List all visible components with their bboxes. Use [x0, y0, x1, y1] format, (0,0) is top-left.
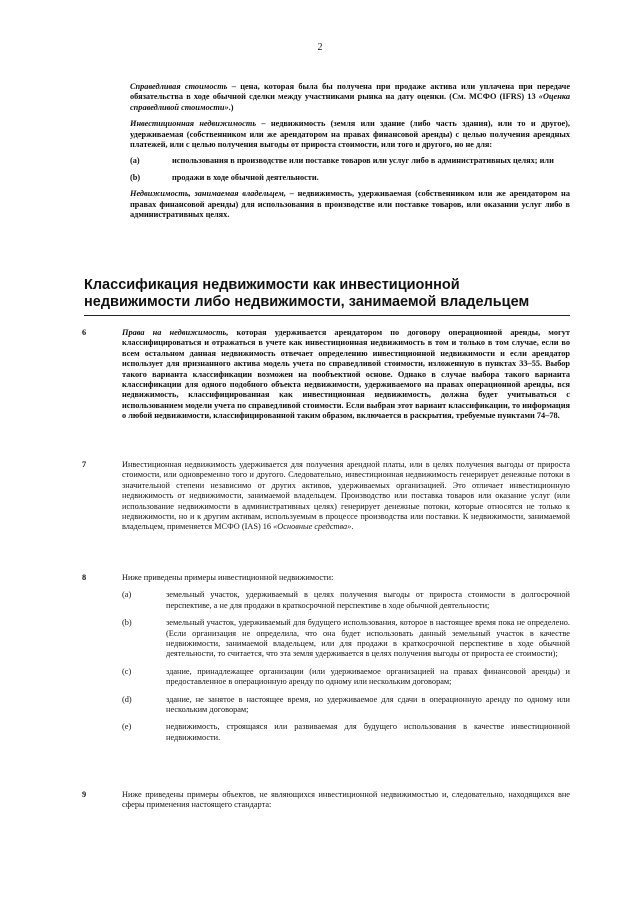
paragraph-number: 6: [82, 328, 87, 337]
paragraph-9: [82, 790, 570, 811]
list-text: здание, не занятое в настоящее время, но удерживаемое для сдачи в операционную аренду по одному или нескольким договорам;: [166, 694, 570, 715]
paragraph-8: [82, 573, 570, 743]
paragraph-number: 7: [82, 460, 87, 469]
paragraph-text: Инвестиционная недвижимость удерживается для получения арендной платы, или в целях получения выгоды от прироста стоимости, или одновременно того и другого. Следовательно, инвестиционная недвижимость генерирует денежные потоки в значительной степени независимо от других активов, удерживаемых организацией. Это отличает инвестиционную недвижимость от недвижимости, занимаемой владельцем. Производство или поставка товаров или оказание услуг (или использование недвижимости в административных целях) генерирует денежные потоки, которые относятся не только к недвижимости, но и к другим активам, используемым в процессе производства или поставки. К недвижимости, занимаемой владельцем, применяется МСФО (IAS) 16: [122, 460, 570, 532]
term-fair-value: Справедливая стоимость: [130, 82, 228, 91]
definitions-block: [130, 82, 570, 226]
definition-investment-property: [130, 119, 570, 150]
list-item: [122, 722, 570, 743]
list-item: [122, 667, 570, 688]
list-text: недвижимость, строящаяся или развиваемая для будущего использования в качестве инвестиционной недвижимости.: [166, 722, 570, 742]
definition-owner-occupied: [130, 189, 570, 220]
list-text: здание, принадлежащее организации (или удерживаемое организацией на правах финансовой аренды) и предоставленное в операционную аренду по одному или нескольким договорам;: [166, 666, 570, 687]
definition-text: – цена, которая была бы получена при продаже актива или уплачена при передаче обязательства в ходе обычной сделки между участниками рынка на дату оценки. (См. МСФО (IFRS) 13: [130, 82, 571, 102]
list-item: [122, 695, 570, 716]
paragraph-body: Инвестиционная недвижимость удерживается для получения арендной платы, или в целях получения выгоды от прироста стоимости, или одновременно того и другого. Следовательно, инвестиционная недвижимость генерирует денежные потоки в значительной степени независимо от других активов, удерживаемых организацией. Это отличает инвестиционную недвижимость от недвижимости, занимаемой владельцем. Производство или поставка товаров или оказание услуг (или использование недвижимости в административных целях) генерирует денежные потоки, которые относятся не только к недвижимости, но и к другим активам, используемым в процессе производства или поставки. К недвижимости, занимаемой владельцем, применяется МСФО (IAS) 16 «Основные средства».: [122, 460, 570, 532]
list-item: [122, 618, 570, 660]
term-investment-property: Инвестиционная недвижимость: [130, 119, 257, 129]
definition-fair-value: Справедливая стоимость – цена, которая была бы получена при продаже актива или уплачена при передаче обязательства в ходе обычной сделки между участниками рынка на дату оценки. (См. МСФО (IFRS) 13 «Оценка справедливой стоимости».): [130, 82, 571, 112]
paragraph-body: Ниже приведены примеры объектов, не являющихся инвестиционной недвижимостью и, следовательно, находящихся вне сферы применения настоящего стандарта:: [122, 790, 570, 810]
list-text: земельный участок, удерживаемый в целях получения выгоды от прироста стоимости в долгосрочной перспективе, а не для продажи в краткосрочной перспективе в ходе обычной деятельности;: [166, 590, 570, 610]
standard-reference: «Оценка справедливой стоимости»: [130, 92, 570, 112]
list-item: [130, 173, 570, 183]
list-label: (b): [130, 172, 141, 182]
list-text: земельный участок, удерживаемый для будущего использования, которое в настоящее время пока не определено. (Если организация не определила, что она будет использовать данный земельный участок в качестве недвижимости, занимаемой владельцем, или для продажи в краткосрочной перспективе в ходе обычной деятельности, то считается, что эта земля удерживается в целях получения выгоды от прироста ее стоимости);: [166, 618, 570, 659]
list-text: использования в производстве или поставке товаров или услуг либо в административных целях; или: [172, 156, 554, 166]
definition-text: – недвижимость, удерживаемая (собственником или же арендатором на правах финансовой аренды) для использования в производстве или поставке товаров, или оказании услуг либо в административных целях.: [130, 189, 570, 220]
list-label: (c): [122, 666, 132, 676]
list-label: (d): [122, 694, 132, 704]
paragraph-number: 9: [82, 790, 87, 799]
definition-text: – недвижимость (земля или здание (либо часть здания), или то и другое), удерживаемая (собственником или же арендатором на правах финансовой аренды) с целью получения арендных платежей, или с целью получения выгоды от прироста стоимости, или того и другого, но не для:: [130, 119, 570, 150]
standard-reference: «Основные средства»: [273, 522, 352, 532]
list-item: [130, 156, 570, 166]
section-heading: Классификация недвижимости как инвестиционной недвижимости либо недвижимости, занимаемой владельцем: [84, 277, 530, 310]
list-label: (a): [122, 590, 132, 600]
list-item: [122, 590, 570, 611]
heading-divider: [84, 315, 570, 316]
list-label: (b): [122, 618, 132, 628]
page-number: 2: [317, 42, 323, 53]
paragraph-7: [82, 460, 570, 533]
list-label: (a): [130, 156, 140, 166]
paragraph-body: [122, 328, 570, 422]
paragraph-6: [82, 328, 570, 422]
term-owner-occupied: Недвижимость, занимаемая владельцем,: [130, 189, 286, 199]
paragraph-number: 8: [82, 573, 87, 582]
paragraph-intro: Ниже приведены примеры инвестиционной недвижимости:: [122, 573, 334, 582]
list-text: продажи в ходе обычной деятельности.: [172, 172, 319, 182]
paragraph-text: которая удерживается арендатором по договору операционной аренды, могут классифицироваться и отражаться в учете как инвестиционная недвижимость в том и только в том случае, если во всем остальном данная недвижимость отвечает определению инвестиционной недвижимости и если арендатор использует для признанного актива модель учета по справедливой стоимости, изложенную в пунктах 33–55. Выбор такого варианта классификации возможен на пообъектной основе. Однако в случае выбора такого варианта классификации для одного подобного объекта недвижимости, удерживаемого на правах операционной аренды, вся недвижимость, классифицированная как инвестиционная недвижимость, должна будет учитываться с использованием модели учета по справедливой стоимости. Если выбран этот вариант классификации, то информация о любой недвижимости, классифицированной таким образом, включается в раскрытия, требуемые пунктами 74–78.: [122, 328, 570, 421]
list-label: (e): [122, 722, 132, 732]
paragraph-lead-term: Права на недвижимость,: [122, 328, 229, 337]
